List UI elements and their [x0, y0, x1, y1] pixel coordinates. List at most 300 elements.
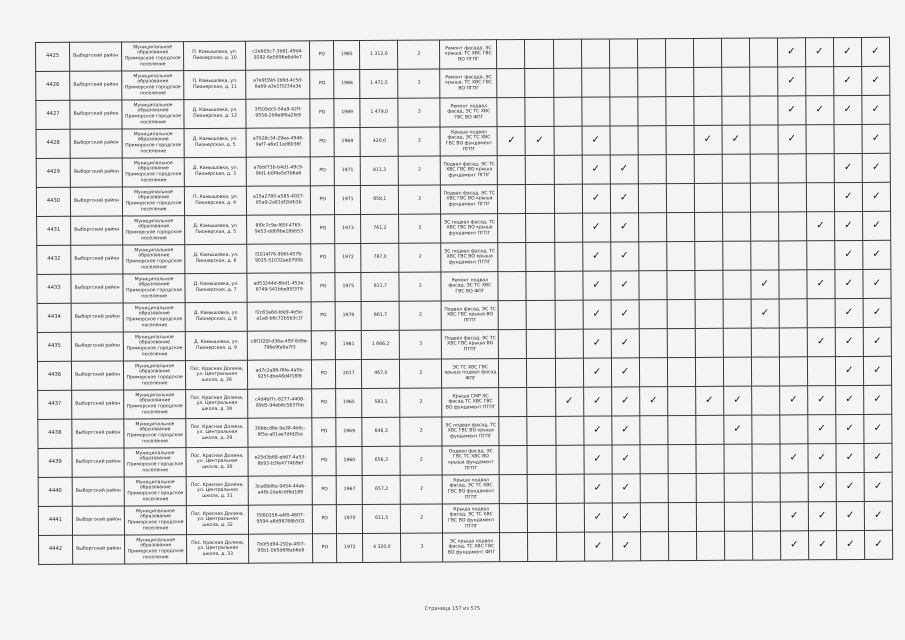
checkmark-icon: ✓: [863, 298, 891, 327]
checkmark-icon: ✓: [582, 184, 610, 213]
cell-works: Ремонт подвал фасад, ЭС ТС ХВС ГВС ВО ФПГ: [441, 272, 498, 301]
cell-floors: 2: [398, 127, 440, 156]
checkmark-icon: ✓: [694, 125, 722, 154]
empty-mark-cell: [556, 532, 584, 561]
cell-uid: f2c83a6d-bfe9-4e5e-a1a8-b6c72b5b3c1f: [247, 302, 311, 331]
empty-mark-cell: [807, 241, 835, 270]
checkmark-icon: ✓: [779, 386, 807, 415]
empty-mark-cell: [555, 416, 583, 445]
cell-works: Подвал фасад, ЭС ГВС ТС ХВС ВО крыша фундамент ПГПГ: [442, 446, 499, 475]
cell-district: Выборгский район: [70, 42, 122, 71]
cell-municipality: Муниципальное образование Приморское городское поселение: [123, 216, 185, 245]
cell-type: РО: [313, 505, 337, 534]
empty-mark-cell: [723, 299, 751, 328]
empty-mark-cell: [666, 183, 694, 212]
checkmark-icon: ✓: [806, 96, 834, 125]
cell-municipality: Муниципальное образование Приморское городское поселение: [124, 390, 186, 419]
checkmark-icon: ✓: [835, 385, 863, 414]
empty-mark-cell: [722, 154, 750, 183]
checkmark-icon: ✓: [610, 155, 638, 184]
cell-id: 4438: [38, 419, 72, 448]
cell-area: 787,0: [361, 243, 399, 272]
checkmark-icon: ✓: [751, 270, 779, 299]
empty-mark-cell: [639, 271, 667, 300]
cell-address: Д. Камышовка, ул. Пионерская, д. 7: [185, 273, 247, 302]
cell-uid: c4d4bf7c-8277-4408-89d5-94eb6c5637bb: [248, 389, 312, 418]
cell-type: РО: [312, 447, 336, 476]
cell-year: 1975: [335, 273, 361, 302]
cell-address: Д. Камышовка, ул. Пионерская, д. 5: [184, 128, 246, 157]
cell-district: Выборгский район: [71, 274, 123, 303]
empty-mark-cell: [751, 328, 779, 357]
empty-mark-cell: [527, 445, 555, 474]
cell-uid: 3f509dc5-54a9-42ff-9558-2b9e8f6a2fe9: [246, 99, 310, 128]
empty-mark-cell: [723, 328, 751, 357]
cell-address: Д. Камышовка, ул. Пионерская, д. 3: [184, 157, 246, 186]
cell-type: РО: [312, 389, 336, 418]
empty-mark-cell: [667, 386, 695, 415]
empty-mark-cell: [555, 300, 583, 329]
checkmark-icon: ✓: [861, 37, 889, 66]
cell-works: Крыша подвал фасад, ЭС ТС ХВС ГВС ВО фундамент ПГПГ: [443, 475, 500, 504]
cell-year: 1971: [335, 186, 361, 215]
cell-floors: 2: [399, 156, 441, 185]
checkmark-icon: ✓: [582, 155, 610, 184]
empty-mark-cell: [554, 184, 582, 213]
checkmark-icon: ✓: [834, 95, 862, 124]
cell-address: Пос. Красная Долина, ул. Центральная школа, д. 38: [186, 389, 248, 418]
empty-mark-cell: [554, 213, 582, 242]
register-rows: [36, 37, 893, 564]
cell-address: П. Камышовка, ул. Пионерская, д. 10: [184, 41, 246, 70]
cell-id: 4429: [36, 158, 70, 187]
empty-mark-cell: [609, 68, 637, 97]
empty-mark-cell: [778, 241, 806, 270]
checkmark-icon: ✓: [612, 503, 640, 532]
checkmark-icon: ✓: [807, 386, 835, 415]
cell-floors: 2: [401, 504, 443, 533]
checkmark-icon: ✓: [806, 212, 834, 241]
checkmark-icon: ✓: [611, 387, 639, 416]
checkmark-icon: ✓: [583, 358, 611, 387]
cell-year: 1965: [336, 389, 362, 418]
checkmark-icon: ✓: [723, 415, 751, 444]
cell-year: 1979: [335, 302, 361, 331]
empty-mark-cell: [695, 270, 723, 299]
empty-mark-cell: [500, 532, 528, 561]
checkmark-icon: ✓: [808, 531, 836, 560]
empty-mark-cell: [780, 415, 808, 444]
cell-district: Выборгский район: [71, 303, 123, 332]
cell-district: Выборгский район: [70, 129, 122, 158]
checkmark-icon: ✓: [639, 387, 667, 416]
cell-type: РО: [312, 360, 336, 389]
empty-mark-cell: [721, 67, 749, 96]
cell-type: РО: [310, 99, 334, 128]
checkmark-icon: ✓: [862, 124, 890, 153]
checkmark-icon: ✓: [583, 300, 611, 329]
checkmark-icon: ✓: [582, 213, 610, 242]
empty-mark-cell: [667, 357, 695, 386]
cell-type: РО: [310, 157, 334, 186]
cell-uid: 3ca89d6a-9454-44ab-a4f9-2da6c6f6d189: [248, 476, 312, 505]
empty-mark-cell: [695, 299, 723, 328]
checkmark-icon: ✓: [584, 532, 612, 561]
cell-area: 611,5: [363, 504, 401, 533]
checkmark-icon: ✓: [780, 502, 808, 531]
checkmark-icon: ✓: [497, 127, 525, 156]
cell-uid: c2e605c7-3b81-49d4-9292-6e5696e6d4e7: [246, 41, 310, 70]
cell-district: Выборгский район: [72, 506, 124, 535]
empty-mark-cell: [499, 301, 527, 330]
empty-mark-cell: [556, 474, 584, 503]
cell-district: Выборгский район: [70, 71, 122, 100]
cell-area: 1 479,0: [360, 98, 398, 127]
empty-mark-cell: [640, 503, 668, 532]
empty-mark-cell: [723, 357, 751, 386]
empty-mark-cell: [553, 97, 581, 126]
cell-id: 4433: [37, 274, 71, 303]
cell-id: 4426: [36, 71, 70, 100]
checkmark-icon: ✓: [751, 299, 779, 328]
cell-municipality: Муниципальное образование Приморское городское поселение: [122, 158, 184, 187]
checkmark-icon: ✓: [863, 269, 891, 298]
empty-mark-cell: [497, 40, 525, 69]
cell-uid: 7b0f5d94-292e-4f07-95b1-0d5d8f8ab6e8: [249, 534, 313, 563]
cell-area: 646,3: [362, 417, 400, 446]
checkmark-icon: ✓: [835, 327, 863, 356]
empty-mark-cell: [696, 473, 724, 502]
checkmark-icon: ✓: [864, 501, 892, 530]
checkmark-icon: ✓: [610, 242, 638, 271]
empty-mark-cell: [665, 96, 693, 125]
cell-uid: ad7c2a98-f6fe-4a5b-925f-dbe48d4f18f8: [248, 360, 312, 389]
empty-mark-cell: [722, 212, 750, 241]
cell-type: РО: [311, 244, 335, 273]
cell-municipality: Муниципальное образование Приморское городское поселение: [125, 535, 187, 564]
cell-year: 1967: [336, 476, 362, 505]
empty-mark-cell: [806, 125, 834, 154]
empty-mark-cell: [693, 38, 721, 67]
cell-year: 1989: [334, 99, 360, 128]
empty-mark-cell: [498, 214, 526, 243]
checkmark-icon: ✓: [808, 415, 836, 444]
checkmark-icon: ✓: [864, 530, 892, 559]
cell-uid: a15a2780-a585-4027-85a9-2a81df2bfb3b: [247, 186, 311, 215]
cell-type: РО: [312, 331, 336, 360]
checkmark-icon: ✓: [584, 445, 612, 474]
cell-works: Подвал фасад, ЭС ТС ХВС ГВС крыша ВО ПГПГ: [442, 330, 499, 359]
empty-mark-cell: [665, 38, 693, 67]
cell-area: 467,0: [362, 359, 400, 388]
cell-uid: f2014f76-906f-4576-9025-51032ae0700b: [247, 244, 311, 273]
cell-address: Д. Камышовка, ул. Пионерская, д. 9: [185, 331, 247, 360]
empty-mark-cell: [639, 358, 667, 387]
empty-mark-cell: [668, 502, 696, 531]
cell-district: Выборгский район: [70, 187, 122, 216]
cell-year: 1960: [336, 447, 362, 476]
checkmark-icon: ✓: [863, 385, 891, 414]
empty-mark-cell: [526, 155, 554, 184]
cell-area: 4 320,0: [363, 533, 401, 562]
empty-mark-cell: [525, 97, 553, 126]
cell-floors: 2: [400, 475, 442, 504]
empty-mark-cell: [667, 415, 695, 444]
checkmark-icon: ✓: [835, 356, 863, 385]
empty-mark-cell: [778, 183, 806, 212]
empty-mark-cell: [638, 126, 666, 155]
checkmark-icon: ✓: [695, 386, 723, 415]
empty-mark-cell: [667, 299, 695, 328]
empty-mark-cell: [750, 183, 778, 212]
cell-address: П. Камышовка, ул. Пионерская, д. 11: [184, 70, 246, 99]
empty-mark-cell: [751, 386, 779, 415]
empty-mark-cell: [498, 272, 526, 301]
empty-mark-cell: [639, 329, 667, 358]
checkmark-icon: ✓: [583, 387, 611, 416]
cell-area: 420,0: [360, 127, 398, 156]
empty-mark-cell: [807, 299, 835, 328]
cell-type: РО: [310, 70, 334, 99]
checkmark-icon: ✓: [582, 271, 610, 300]
empty-mark-cell: [721, 38, 749, 67]
checkmark-icon: ✓: [723, 386, 751, 415]
empty-mark-cell: [724, 473, 752, 502]
checkmark-icon: ✓: [610, 184, 638, 213]
cell-works: Крыша СМР ЭС фасад ТС ХВС ГВС ВО фундамент ПГПГ: [442, 388, 499, 417]
cell-works: Ремонт подвал фасад, ЭС ТС ХВС ГВС ВО ФПГ: [440, 98, 497, 127]
empty-mark-cell: [694, 241, 722, 270]
empty-mark-cell: [640, 474, 668, 503]
empty-mark-cell: [666, 212, 694, 241]
cell-district: Выборгский район: [73, 535, 125, 564]
empty-mark-cell: [722, 183, 750, 212]
empty-mark-cell: [666, 241, 694, 270]
empty-mark-cell: [497, 98, 525, 127]
checkmark-icon: ✓: [778, 96, 806, 125]
checkmark-icon: ✓: [611, 300, 639, 329]
checkmark-icon: ✓: [835, 240, 863, 269]
cell-area: 657,2: [362, 475, 400, 504]
cell-id: 4428: [36, 129, 70, 158]
empty-mark-cell: [695, 357, 723, 386]
cell-type: РО: [312, 476, 336, 505]
empty-mark-cell: [556, 503, 584, 532]
cell-floors: 3: [398, 98, 440, 127]
cell-year: 1971: [334, 157, 360, 186]
cell-type: РО: [310, 128, 334, 157]
empty-mark-cell: [526, 184, 554, 213]
cell-uid: 8f0c7c9a-f65f-4765-9e53-ddb9be18bb53: [247, 215, 311, 244]
cell-id: 4435: [37, 332, 71, 361]
cell-floors: 2: [399, 272, 441, 301]
cell-district: Выборгский район: [72, 448, 124, 477]
empty-mark-cell: [554, 155, 582, 184]
cell-municipality: Муниципальное образование Приморское городское поселение: [124, 448, 186, 477]
cell-floors: 3: [400, 330, 442, 359]
empty-mark-cell: [637, 39, 665, 68]
cell-works: Ремонт фасада, ЭС крыша, ТС ХВС ГВС ВО ПГПГ: [440, 69, 497, 98]
cell-municipality: Муниципальное образование Приморское городское поселение: [123, 245, 185, 274]
checkmark-icon: ✓: [582, 242, 610, 271]
empty-mark-cell: [638, 155, 666, 184]
empty-mark-cell: [722, 241, 750, 270]
empty-mark-cell: [610, 126, 638, 155]
cell-id: 4437: [38, 390, 72, 419]
cell-municipality: Муниципальное образование Приморское городское поселение: [122, 100, 184, 129]
empty-mark-cell: [525, 68, 553, 97]
cell-district: Выборгский район: [72, 419, 124, 448]
empty-mark-cell: [834, 124, 862, 153]
empty-mark-cell: [666, 154, 694, 183]
empty-mark-cell: [581, 68, 609, 97]
empty-mark-cell: [752, 415, 780, 444]
empty-mark-cell: [750, 96, 778, 125]
cell-uid: a7bbf73b-b4d1-49c9-9fd1-b0f4a5d7b6a6: [246, 157, 310, 186]
cell-id: 4442: [39, 535, 73, 564]
empty-mark-cell: [778, 212, 806, 241]
checkmark-icon: ✓: [777, 67, 805, 96]
cell-area: 1 471,5: [360, 69, 398, 98]
cell-type: РО: [310, 41, 334, 70]
empty-mark-cell: [554, 242, 582, 271]
cell-works: ЭС подвал фасад, ТС ХВС ГВС ВО крыша фундамент ПГПГ: [441, 243, 498, 272]
checkmark-icon: ✓: [584, 474, 612, 503]
cell-area: 1 666,2: [362, 330, 400, 359]
cell-uid: a7028c34-29ea-4946-9af7-a6e11ad8036f: [246, 128, 310, 157]
cell-address: П. Камышовка, ул. Пионерская, д. 4: [185, 186, 247, 215]
checkmark-icon: ✓: [808, 502, 836, 531]
cell-uid: e25d3b68-eb67-4a53-8b93-b3fe4774b9ef: [248, 447, 312, 476]
empty-mark-cell: [752, 502, 780, 531]
cell-municipality: Муниципальное образование Приморское городское поселение: [123, 303, 185, 332]
cell-district: Выборгский район: [71, 216, 123, 245]
cell-floors: 2: [399, 301, 441, 330]
cell-year: 1973: [335, 215, 361, 244]
empty-mark-cell: [499, 445, 527, 474]
cell-floors: 2: [400, 446, 442, 475]
checkmark-icon: ✓: [612, 532, 640, 561]
empty-mark-cell: [667, 270, 695, 299]
cell-floors: 3: [401, 533, 443, 562]
cell-address: Д. Камышовка, ул. Пионерская, д. 12: [184, 99, 246, 128]
empty-mark-cell: [639, 416, 667, 445]
checkmark-icon: ✓: [835, 269, 863, 298]
cell-municipality: Муниципальное образование Приморское городское поселение: [124, 477, 186, 506]
empty-mark-cell: [806, 183, 834, 212]
checkmark-icon: ✓: [863, 240, 891, 269]
empty-mark-cell: [500, 503, 528, 532]
register-table: [35, 37, 893, 565]
cell-floors: 2: [400, 359, 442, 388]
empty-mark-cell: [666, 125, 694, 154]
cell-year: 1969: [336, 418, 362, 447]
cell-year: 1981: [336, 331, 362, 360]
checkmark-icon: ✓: [836, 530, 864, 559]
empty-mark-cell: [581, 39, 609, 68]
cell-uid: c8f1f20f-d36a-4f5f-8d9e-796e9fa6a7f3: [247, 331, 311, 360]
cell-floors: 2: [399, 214, 441, 243]
empty-mark-cell: [723, 270, 751, 299]
cell-works: Крыша подвал фасад, ЭС ТС ХВС ГВС ВО фундамент ПГПГ: [440, 127, 497, 156]
empty-mark-cell: [752, 473, 780, 502]
cell-municipality: Муниципальное образование Приморское городское поселение: [124, 419, 186, 448]
empty-mark-cell: [554, 126, 582, 155]
cell-uid: a7e9f39d-1b6d-4c5d-8ab9-a3e1f3234a3e: [246, 70, 310, 99]
empty-mark-cell: [778, 154, 806, 183]
checkmark-icon: ✓: [610, 271, 638, 300]
empty-mark-cell: [500, 474, 528, 503]
empty-mark-cell: [526, 213, 554, 242]
cell-address: Д. Камышовка, ул. Пионерская, д. 5: [185, 215, 247, 244]
checkmark-icon: ✓: [780, 444, 808, 473]
empty-mark-cell: [497, 69, 525, 98]
checkmark-icon: ✓: [612, 445, 640, 474]
checkmark-icon: ✓: [808, 444, 836, 473]
checkmark-icon: ✓: [611, 358, 639, 387]
cell-uid: 30bbcd8e-9a38-4b6c-9f5e-a01ae7dfd2ba: [248, 418, 312, 447]
cell-floors: 2: [399, 243, 441, 272]
empty-mark-cell: [694, 183, 722, 212]
empty-mark-cell: [807, 357, 835, 386]
checkmark-icon: ✓: [863, 356, 891, 385]
cell-floors: 2: [398, 40, 440, 69]
cell-works: Крыша подвал фасад, ЭС ТС ХВС ГВС ВО фундамент ПГПГ: [443, 504, 500, 533]
cell-district: Выборгский район: [72, 477, 124, 506]
cell-address: Пос. Красная Долина, ул. Центральная школа, д. 26: [186, 360, 248, 389]
checkmark-icon: ✓: [805, 38, 833, 67]
cell-municipality: Муниципальное образование Приморское городское поселение: [122, 71, 184, 100]
empty-mark-cell: [694, 96, 722, 125]
empty-mark-cell: [722, 96, 750, 125]
checkmark-icon: ✓: [862, 211, 890, 240]
cell-id: 4432: [37, 245, 71, 274]
cell-floors: 2: [399, 185, 441, 214]
cell-works: ЭС ТС ХВС ГВС крыша подвал фасад ФПГ: [442, 359, 499, 388]
cell-type: РО: [313, 534, 337, 563]
checkmark-icon: ✓: [610, 213, 638, 242]
checkmark-icon: ✓: [583, 329, 611, 358]
empty-mark-cell: [724, 502, 752, 531]
cell-year: 1986: [334, 70, 360, 99]
empty-mark-cell: [751, 357, 779, 386]
cell-floors: 2: [400, 388, 442, 417]
cell-id: 4434: [37, 303, 71, 332]
checkmark-icon: ✓: [864, 414, 892, 443]
cell-works: Подвал фасад, ЭС ТС ХВС ГВС крыша ВО ПГПГ: [441, 301, 498, 330]
cell-district: Выборгский район: [71, 332, 123, 361]
cell-year: 1972: [337, 534, 363, 563]
empty-mark-cell: [750, 154, 778, 183]
checkmark-icon: ✓: [835, 298, 863, 327]
cell-district: Выборгский район: [71, 361, 123, 390]
empty-mark-cell: [750, 212, 778, 241]
cell-type: РО: [311, 273, 335, 302]
empty-mark-cell: [499, 330, 527, 359]
empty-mark-cell: [638, 242, 666, 271]
cell-address: Пос. Красная Долина, ул. Центральная школа, д. 33: [187, 534, 249, 563]
empty-mark-cell: [498, 185, 526, 214]
empty-mark-cell: [553, 39, 581, 68]
empty-mark-cell: [638, 184, 666, 213]
empty-mark-cell: [640, 445, 668, 474]
empty-mark-cell: [527, 329, 555, 358]
empty-mark-cell: [779, 270, 807, 299]
cell-type: РО: [312, 418, 336, 447]
empty-mark-cell: [696, 531, 724, 560]
checkmark-icon: ✓: [864, 443, 892, 472]
cell-district: Выборгский район: [72, 390, 124, 419]
